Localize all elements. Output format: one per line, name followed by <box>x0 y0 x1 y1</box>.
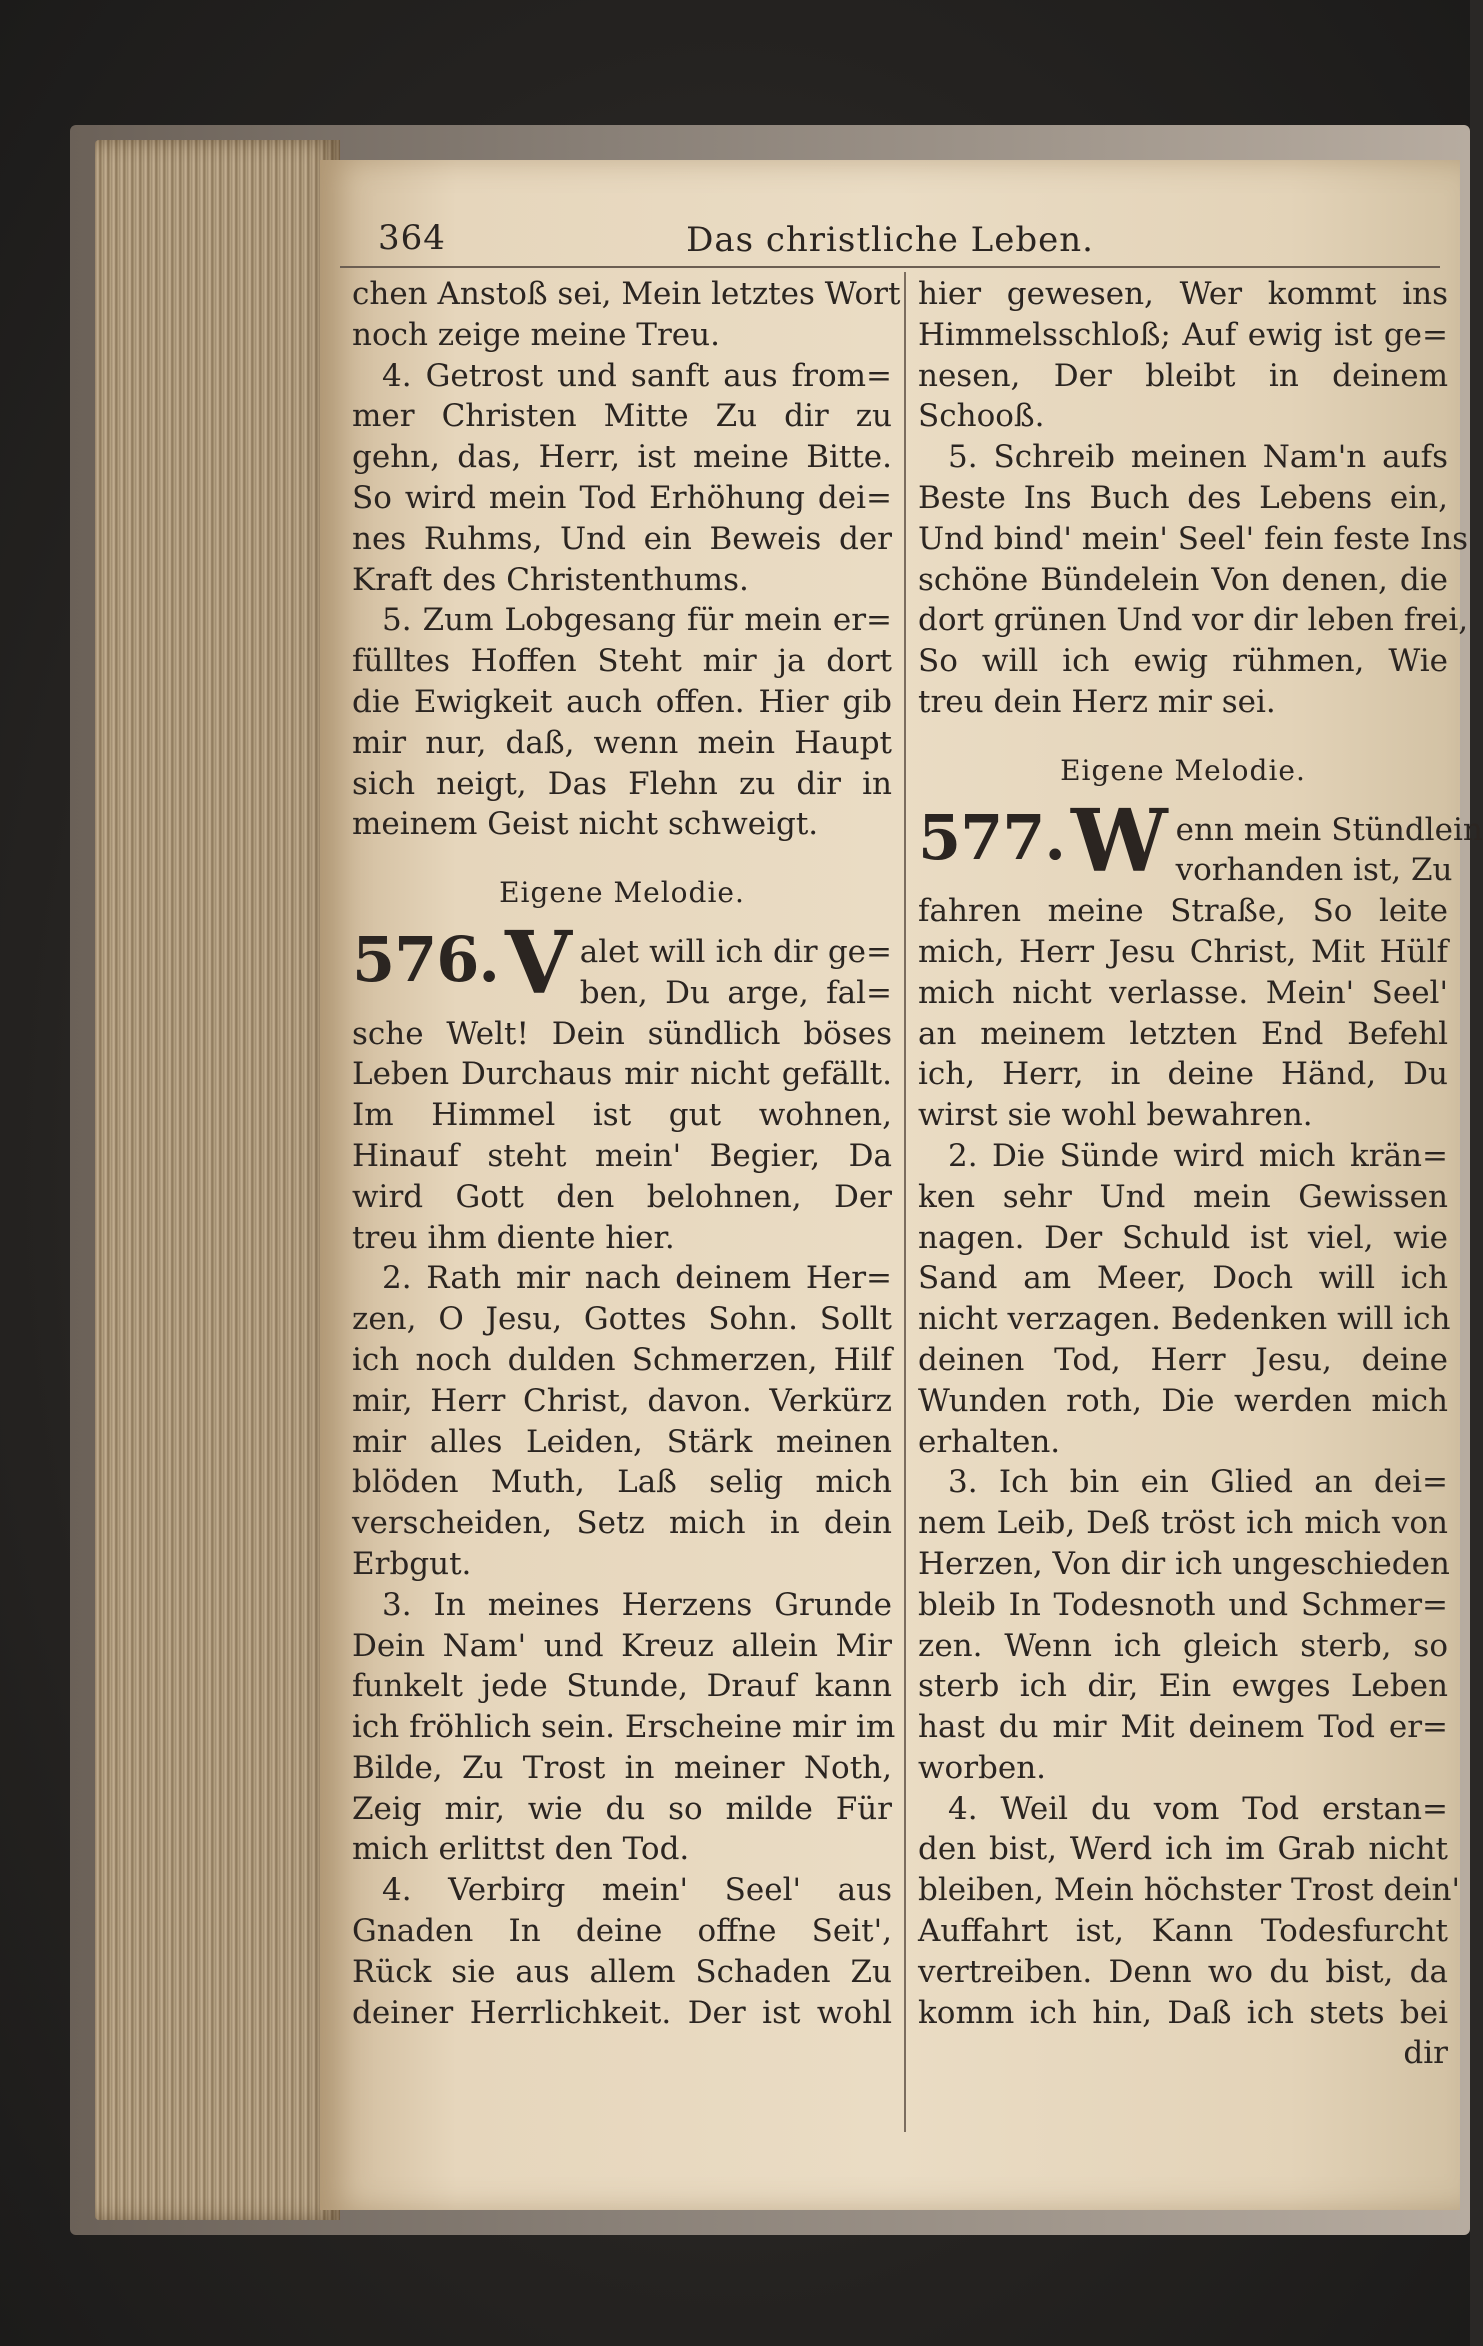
verse-5-block <box>352 600 892 845</box>
text-line: worben. <box>918 1749 1047 1786</box>
text-line: fülltes Hoffen Steht mir ja dort <box>352 643 892 680</box>
text-line: Kraft des Christenthums. <box>352 561 749 598</box>
text-line: Zeig mir, wie du so milde Für <box>352 1790 892 1827</box>
melody-heading: Eigene Melodie. <box>499 876 745 910</box>
hymn-577-verse-3 <box>918 1462 1448 1788</box>
text-line: die Ewigkeit auch offen. Hier gib <box>352 683 892 720</box>
text-line: Auffahrt ist, Kann Todesfurcht <box>918 1913 1448 1950</box>
verse-4-block <box>352 356 892 601</box>
text-line: So will ich ewig rühmen, Wie <box>918 643 1448 680</box>
text-line: chen Anstoß sei, Mein letztes Wort <box>352 276 901 312</box>
catchword: dir <box>1403 2035 1448 2072</box>
verse-5-block-right <box>918 437 1469 723</box>
text-line: nicht verzagen. Bedenken will ich <box>918 1301 1451 1338</box>
text-line: Herzen, Von dir ich ungeschieden <box>918 1545 1450 1582</box>
hymn-number: 577. <box>918 800 1066 874</box>
text-line: Rück sie aus allem Schaden Zu <box>352 1953 892 1990</box>
text-line: nagen. Der Schuld ist viel, wie <box>918 1219 1448 1256</box>
text-line: mer Christen Mitte Zu dir zu <box>352 398 892 435</box>
hymn-577 <box>918 790 1483 2075</box>
text-line: treu ihm diente hier. <box>352 1219 675 1256</box>
text-line: enn mein Stündlein <box>1175 811 1483 848</box>
text-line: fahren meine Straße, So leite <box>918 893 1448 930</box>
drop-cap: W <box>1071 790 1168 892</box>
text-line: Sand am Meer, Doch will ich <box>918 1260 1448 1297</box>
hymn-576-verse-3 <box>352 1585 896 1871</box>
text-line: mich, Herr Jesu Christ, Mit Hülf <box>918 933 1448 970</box>
text-line: sche Welt! Dein sündlich böses <box>352 1015 892 1052</box>
text-line: treu dein Herz mir sei. <box>918 683 1276 720</box>
text-line: bleiben, Mein höchster Trost dein' <box>918 1872 1461 1909</box>
text-line: den bist, Werd ich im Grab nicht <box>918 1831 1448 1868</box>
text-line: dort grünen Und vor dir leben frei, <box>918 602 1469 639</box>
text-line: ken sehr Und mein Gewissen <box>918 1178 1448 1215</box>
hymn-576-verse-1 <box>352 1014 892 1259</box>
text-line: hier gewesen, Wer kommt ins <box>918 276 1448 312</box>
text-line: funkelt jede Stunde, Drauf kann <box>352 1668 892 1705</box>
page-stack-edge <box>95 140 340 2220</box>
hymn-577-verse-2 <box>918 1136 1451 1462</box>
page-number: 364 <box>378 218 446 258</box>
left-column <box>352 274 901 2033</box>
text-line: Bilde, Zu Trost in meiner Noth, <box>352 1749 892 1786</box>
text-line: 5. Schreib meinen Nam'n aufs <box>948 439 1448 476</box>
text-line: ich, Herr, in deine Händ, Du <box>918 1056 1448 1093</box>
text-line: 4. Getrost und sanft aus from= <box>382 357 892 394</box>
text-line: Hinauf steht mein' Begier, Da <box>352 1137 892 1174</box>
text-line: deiner Herrlichkeit. Der ist wohl <box>352 1994 892 2031</box>
running-title: Das christliche Leben. <box>686 220 1094 260</box>
text-line: sterb ich dir, Ein ewges Leben <box>918 1668 1448 1705</box>
text-line: 2. Rath mir nach deinem Her= <box>382 1260 892 1297</box>
text-line: hast du mir Mit deinem Tod er= <box>918 1709 1448 1746</box>
intro-block <box>352 274 901 356</box>
text-line: an meinem letzten End Befehl <box>918 1015 1448 1052</box>
text-line: schöne Bündelein Von denen, die <box>918 561 1448 598</box>
intro-block-right <box>918 274 1448 437</box>
right-column <box>918 274 1483 2074</box>
hymn-577-verse-4 <box>918 1789 1461 2034</box>
text-columns <box>340 268 1483 2148</box>
page-content <box>340 210 1483 2148</box>
text-line: noch zeige meine Treu. <box>352 316 720 353</box>
text-line: zen. Wenn ich gleich sterb, so <box>918 1627 1448 1664</box>
text-line: vertreiben. Denn wo du bist, da <box>918 1953 1448 1990</box>
text-line: Erbgut. <box>352 1545 472 1582</box>
text-line: Schooß. <box>918 398 1045 435</box>
hymn-number: 576. <box>352 922 500 996</box>
text-line: So wird mein Tod Erhöhung dei= <box>352 479 892 516</box>
text-line: 3. In meines Herzens Grunde <box>382 1586 892 1623</box>
text-line: nesen, Der bleibt in deinem <box>918 357 1448 394</box>
text-line: blöden Muth, Laß selig mich <box>352 1464 892 1501</box>
text-line: 3. Ich bin ein Glied an dei= <box>948 1464 1448 1501</box>
text-line: deinen Tod, Herr Jesu, deine <box>918 1341 1448 1378</box>
text-line: Dein Nam' und Kreuz allein Mir <box>352 1627 892 1664</box>
text-line: nem Leib, Deß tröst ich mich von <box>918 1505 1448 1542</box>
column-divider <box>904 272 906 2132</box>
drop-cap: V <box>505 912 572 1014</box>
text-line: mich nicht verlasse. Mein' Seel' <box>918 974 1448 1011</box>
text-line: Leben Durchaus mir nicht gefällt. <box>352 1056 892 1093</box>
text-line: sich neigt, Das Flehn zu dir in <box>352 765 892 802</box>
hymn-576-verse-4 <box>352 1870 892 2033</box>
text-line: 5. Zum Lobgesang für mein er= <box>382 602 892 639</box>
text-line: wirst sie wohl bewahren. <box>918 1097 1313 1134</box>
text-line: ich fröhlich sein. Erscheine mir im <box>352 1709 896 1746</box>
text-line: zen, O Jesu, Gottes Sohn. Sollt <box>352 1301 892 1338</box>
text-line: Beste Ins Buch des Lebens ein, <box>918 479 1448 516</box>
text-line: wird Gott den belohnen, Der <box>352 1178 892 1215</box>
text-line: gehn, das, Herr, ist meine Bitte. <box>352 439 892 476</box>
book-page <box>320 160 1483 2210</box>
text-line: ben, Du arge, fal= <box>579 974 892 1011</box>
text-line: bleib In Todesnoth und Schmer= <box>918 1586 1448 1623</box>
text-line: Himmelsschloß; Auf ewig ist ge= <box>918 316 1448 353</box>
text-line: 2. Die Sünde wird mich krän= <box>948 1137 1448 1174</box>
melody-heading-right: Eigene Melodie. <box>1060 753 1306 787</box>
text-line: erhalten. <box>918 1423 1061 1460</box>
text-line: verscheiden, Setz mich in dein <box>352 1505 892 1542</box>
text-line: mir alles Leiden, Stärk meinen <box>352 1423 892 1460</box>
text-line: komm ich hin, Daß ich stets bei <box>918 1994 1448 2031</box>
text-line: mich erlittst den Tod. <box>352 1831 690 1868</box>
text-line: nes Ruhms, Und ein Beweis der <box>352 520 892 557</box>
text-line: Wunden roth, Die werden mich <box>918 1382 1448 1419</box>
text-line: 4. Verbirg mein' Seel' aus <box>382 1872 892 1909</box>
text-line: ich noch dulden Schmerzen, Hilf <box>352 1341 892 1378</box>
hymn-576 <box>352 912 896 2034</box>
hymn-576-verse-2 <box>352 1258 892 1584</box>
running-head <box>340 210 1440 268</box>
text-line: 4. Weil du vom Tod erstan= <box>948 1790 1448 1827</box>
text-line: Gnaden In deine offne Seit', <box>352 1913 892 1950</box>
text-line: mir, Herr Christ, davon. Verkürz <box>352 1382 892 1419</box>
text-line: vorhanden ist, Zu <box>1175 852 1453 889</box>
text-line: mir nur, daß, wenn mein Haupt <box>352 724 892 761</box>
text-line: alet will ich dir ge= <box>579 933 892 970</box>
text-line: Und bind' mein' Seel' fein feste Ins <box>918 520 1469 557</box>
text-line: Im Himmel ist gut wohnen, <box>352 1097 892 1134</box>
hymn-577-verse-1 <box>918 891 1448 1136</box>
text-line: meinem Geist nicht schweigt. <box>352 806 819 843</box>
